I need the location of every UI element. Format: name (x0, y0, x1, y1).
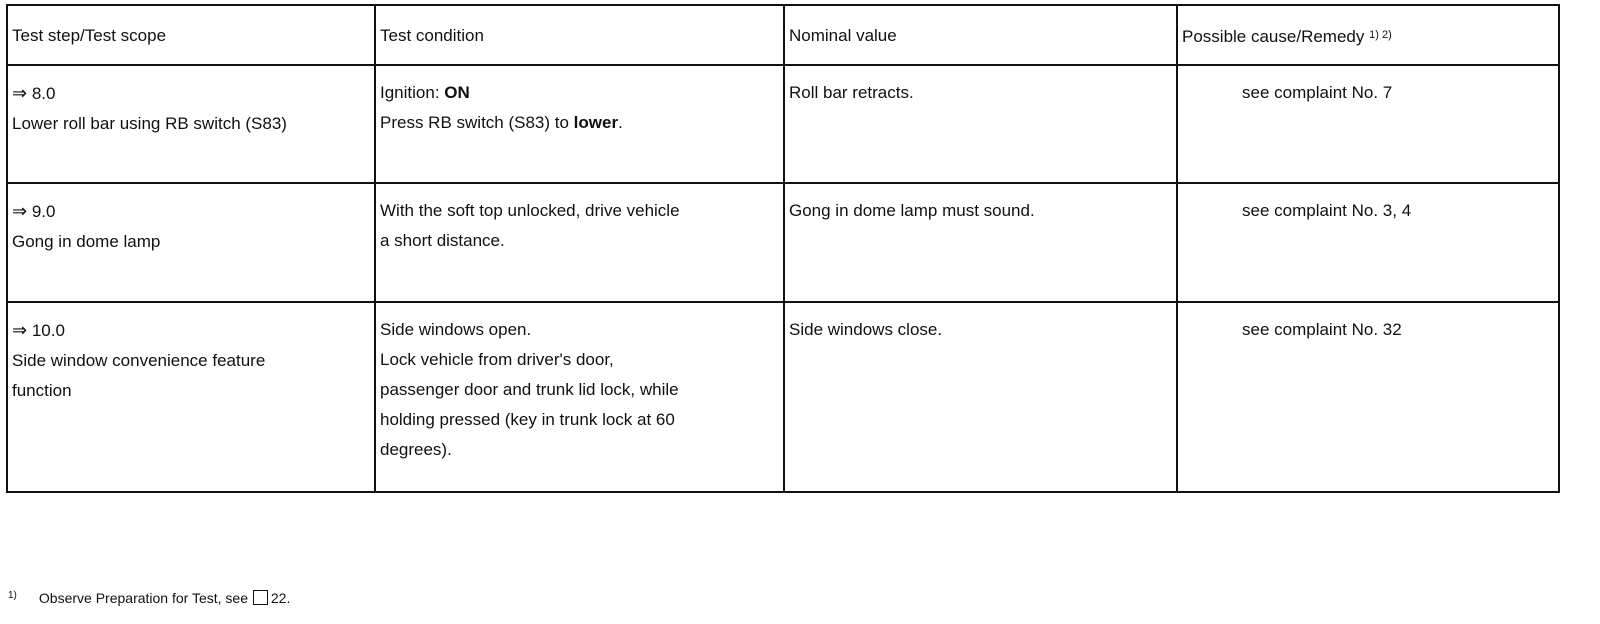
condition-line (380, 78, 779, 108)
condition-cell (375, 183, 784, 302)
condition-line: passenger door and trunk lid lock, while (380, 380, 679, 399)
step-number (12, 196, 370, 227)
header-footnote-refs: 1) 2) (1369, 29, 1392, 41)
header-possible-cause-label: Possible cause/Remedy (1182, 27, 1365, 46)
condition-text: Press RB switch (S83) to (380, 113, 574, 132)
header-test-step: Test step/Test scope (7, 5, 375, 65)
footnote-text: Observe Preparation for Test, see (38, 590, 248, 606)
header-nominal-value: Nominal value (784, 5, 1177, 65)
step-number-value: 10.0 (31, 321, 65, 340)
condition-line: degrees). (380, 440, 452, 459)
step-number-value: 9.0 (31, 202, 56, 221)
step-number (12, 78, 370, 109)
step-scope: Lower roll bar using RB switch (S83) (12, 114, 287, 133)
step-scope: Gong in dome lamp (12, 232, 161, 251)
step-arrow-icon: ⇒ (12, 201, 28, 221)
cause-cell: see complaint No. 3, 4 (1177, 183, 1559, 302)
header-possible-cause (1177, 5, 1559, 65)
cause-cell: see complaint No. 32 (1177, 302, 1559, 492)
condition-text: . (618, 113, 623, 132)
footnote (8, 586, 290, 608)
condition-line (380, 108, 779, 138)
condition-cell (375, 65, 784, 183)
step-number-value: 8.0 (31, 84, 56, 103)
footnote-page-ref: 22. (270, 590, 291, 606)
condition-line: Lock vehicle from driver's door, (380, 350, 614, 369)
step-cell (7, 183, 375, 302)
condition-line: a short distance. (380, 231, 505, 250)
header-test-condition: Test condition (375, 5, 784, 65)
step-number (12, 315, 370, 346)
condition-emphasis: lower (573, 113, 619, 132)
step-cell (7, 65, 375, 183)
table-header-row (7, 5, 1559, 65)
condition-line: holding pressed (key in trunk lock at 60 (380, 410, 675, 429)
book-reference-icon (253, 590, 268, 605)
step-arrow-icon: ⇒ (12, 320, 28, 340)
nominal-cell: Gong in dome lamp must sound. (784, 183, 1177, 302)
cause-cell: see complaint No. 7 (1177, 65, 1559, 183)
condition-text: Ignition: (380, 83, 445, 102)
nominal-cell: Side windows close. (784, 302, 1177, 492)
condition-cell (375, 302, 784, 492)
table-row (7, 302, 1559, 492)
table-row (7, 65, 1559, 183)
condition-emphasis: ON (444, 83, 470, 102)
step-scope: function (12, 381, 72, 400)
footnote-mark: 1) (8, 590, 17, 601)
step-scope: Side window convenience feature (12, 351, 266, 370)
test-steps-table (6, 4, 1560, 493)
condition-line: With the soft top unlocked, drive vehicle (380, 201, 680, 220)
condition-line: Side windows open. (380, 320, 532, 339)
table-row (7, 183, 1559, 302)
diagnostic-test-page (6, 4, 1558, 493)
step-arrow-icon: ⇒ (12, 83, 28, 103)
step-cell (7, 302, 375, 492)
nominal-cell: Roll bar retracts. (784, 65, 1177, 183)
